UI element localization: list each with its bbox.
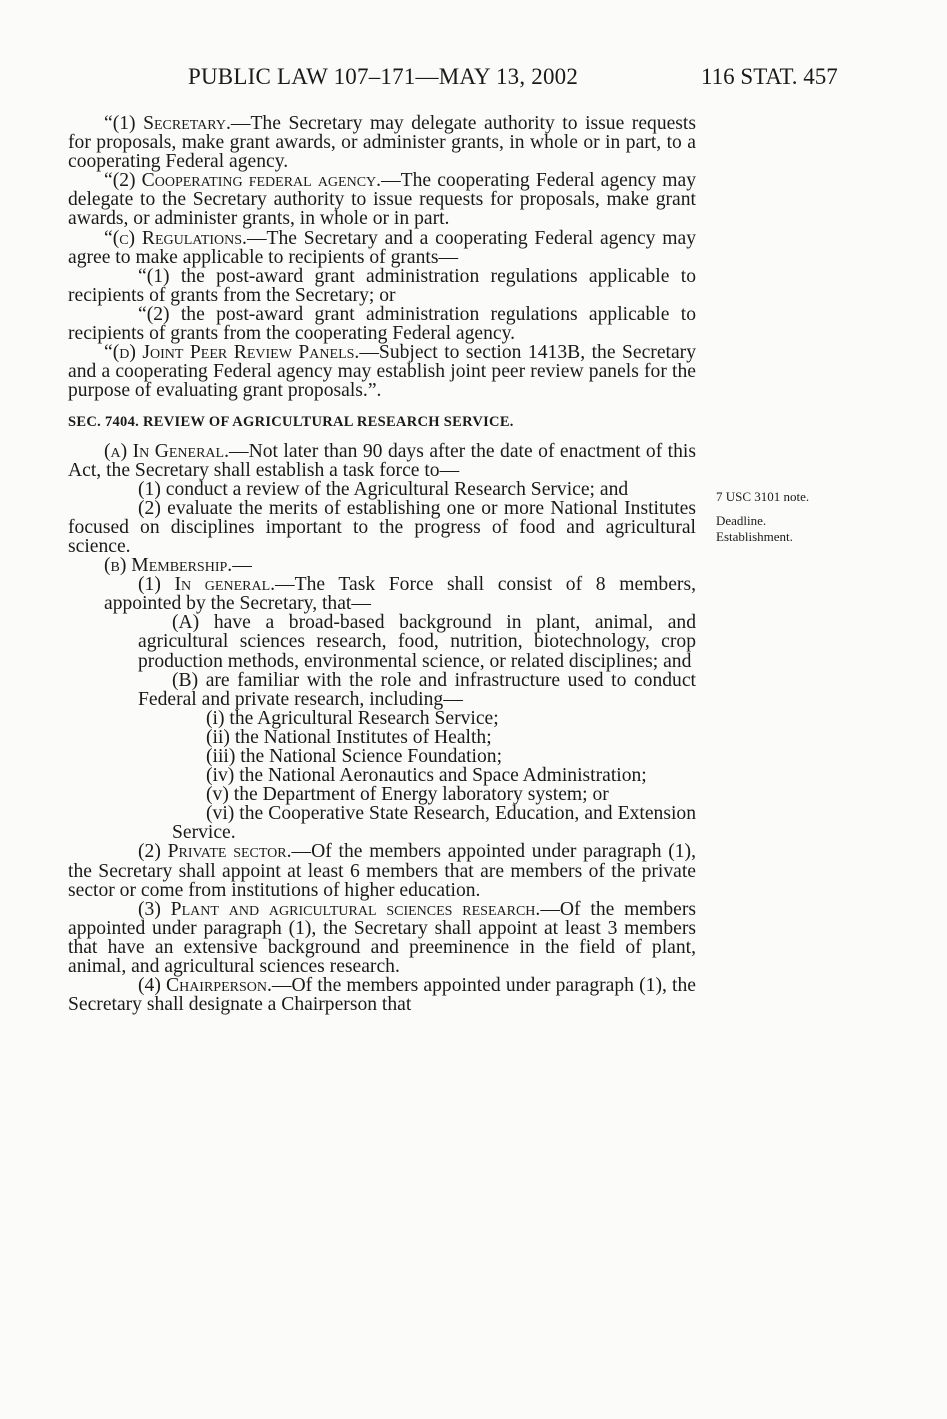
paragraph-2 — [68, 171, 696, 228]
header-page-number: 116 STAT. 457 — [701, 64, 838, 89]
paragraph-a2: (2) evaluate the merits of establishing one or more National Institutes focused on disciplines important to the progress of food and agricultural science. — [68, 497, 696, 557]
paragraph-label: (1) In general. — [138, 574, 276, 596]
paragraph-label: (3) Plant and agricultural sciences research. — [138, 898, 541, 920]
paragraph-label: “(c) Regulations. — [104, 227, 247, 249]
paragraph-label: “(2) Cooperating federal agency. — [104, 170, 382, 192]
margin-note-deadline: Deadline. Establishment. — [716, 513, 793, 544]
paragraph-text: —The Task Force shall consist of 8 members, appointed by the Secretary, that— — [104, 574, 696, 615]
paragraph-text: —Of the members appointed under paragraph (1), the Secretary shall designate a Chairperson that — [68, 975, 696, 1016]
section-heading: SEC. 7404. REVIEW OF AGRICULTURAL RESEARCH SERVICE. — [68, 414, 514, 431]
paragraph-b4 — [68, 976, 696, 1014]
paragraph-text: —The Secretary may delegate authority to issue requests for proposals, make grant awards, or administer grants, in whole or in part, to a cooperating Federal agency. — [68, 113, 697, 173]
list-item-v: (v) the Department of Energy laboratory system; or — [206, 784, 609, 806]
paragraph-c1: “(1) the post-award grant administration regulations applicable to recipients of grants from the Secretary; or — [68, 265, 696, 306]
paragraph-label: (4) Chairperson. — [138, 975, 272, 997]
list-item-ii: (ii) the National Institutes of Health; — [206, 726, 492, 748]
paragraph-label: “(1) Secretary. — [104, 113, 231, 134]
paragraph-a1: (1) conduct a review of the Agricultural Research Service; and — [138, 478, 629, 500]
paragraph-b — [68, 556, 696, 575]
paragraph-text: — — [232, 555, 252, 577]
paragraph-b3 — [68, 900, 696, 976]
document-body — [68, 114, 696, 1014]
paragraph-b1 — [68, 575, 696, 613]
paragraph-text: —The Secretary and a cooperating Federal agency may agree to make applicable to recipients of grants— — [68, 227, 696, 268]
paragraph-1 — [68, 114, 696, 171]
paragraph-bB: (B) are familiar with the role and infrastructure used to conduct Federal and private research, including— — [138, 669, 696, 710]
paragraph-bA: (A) have a broad-based background in plant, animal, and agricultural sciences research, food, nutrition, biotechnology, crop production methods, environmental science, or related disciplines; and — [138, 612, 696, 672]
header-title: PUBLIC LAW 107–171—MAY 13, 2002 — [188, 64, 579, 89]
page-header — [0, 64, 947, 96]
paragraph-text: —Not later than 90 days after the date of enactment of this Act, the Secretary shall establish a task force to— — [68, 440, 696, 481]
paragraph-label: “(d) Joint Peer Review Panels. — [104, 342, 360, 364]
margin-note-usc: 7 USC 3101 note. — [716, 489, 810, 504]
list-item-iv: (iv) the National Aeronautics and Space Administration; — [206, 765, 647, 787]
list-item-i: (i) the Agricultural Research Service; — [206, 707, 499, 729]
paragraph-a — [68, 442, 696, 480]
paragraph-c — [68, 229, 696, 267]
paragraph-d — [68, 343, 696, 400]
paragraph-b2 — [68, 842, 696, 899]
paragraph-text: —The cooperating Federal agency may delegate to the Secretary authority to issue requests for proposals, make grant awards, or administer grants, in whole or in part. — [68, 170, 696, 230]
list-item-vi: (vi) the Cooperative State Research, Education, and Extension Service. — [172, 803, 696, 844]
paragraph-label: (b) Membership. — [104, 555, 233, 577]
list-item-iii: (iii) the National Science Foundation; — [206, 746, 503, 767]
paragraph-text: —Of the members appointed under paragraph (1), the Secretary shall appoint at least 6 members that are members of the private sector or come from institutions of higher education. — [68, 841, 696, 901]
paragraph-text: —Subject to section 1413B, the Secretary and a cooperating Federal agency may establish joint peer review panels for the purpose of evaluating grant proposals.”. — [68, 342, 696, 402]
paragraph-text: —Of the members appointed under paragraph (1), the Secretary shall appoint at least 3 members that have an extensive background and preeminence in the field of plant, animal, and agricultural sciences research. — [68, 898, 697, 978]
paragraph-label: (a) In General. — [104, 440, 229, 462]
paragraph-label: (2) Private sector. — [138, 841, 292, 863]
paragraph-c2: “(2) the post-award grant administration regulations applicable to recipients of grants from the cooperating Federal agency. — [68, 303, 696, 345]
